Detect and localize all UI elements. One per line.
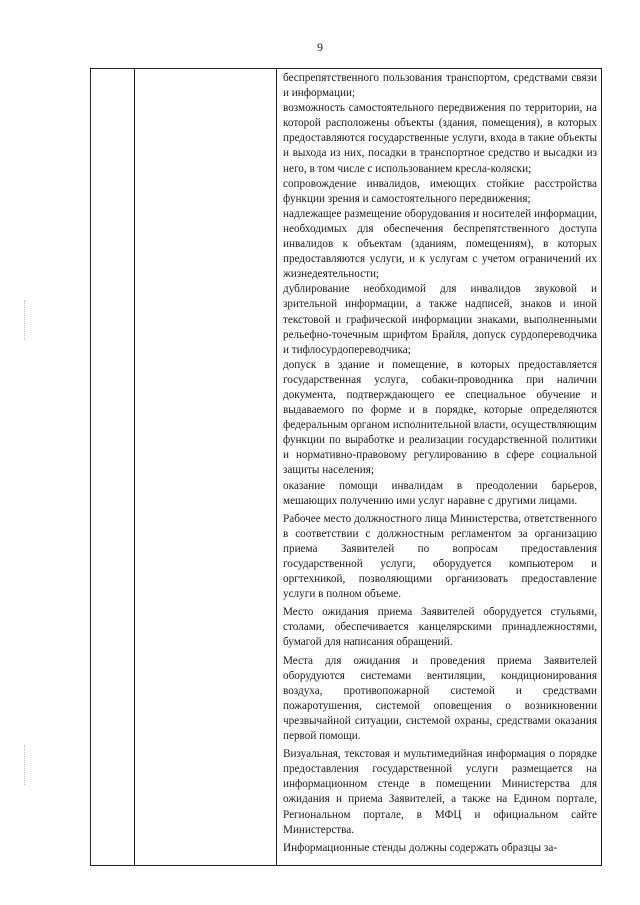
list-item: сопровождение инвалидов, имеющих стойкие расстройства функции зрения и самостоятельного передвижения; [283, 177, 597, 205]
left-margin-mark [24, 300, 25, 340]
list-item: допуск в здание и помещение, в которых предоставляется государственная услуга, собаки-проводника при наличии документа, подтверждающего ее специальное обучение и выдаваемого по форме и в порядке, которые определяются федеральным органом исполнительной власти, осуществляющим функции по выработке и реализации государственной политики и нормативно-правовому регулированию в сфере социальной защиты населения; [283, 358, 597, 477]
information-placement-paragraph: Визуальная, текстовая и мультимедийная информация о порядке предоставления государственной услуги размещается на информационном стенде в помещении Министерства для ожидания и приема Заявителей, а также на Едином портале, Региональном портале, в МФЦ и официальном сайте Министерства. [283, 748, 597, 836]
list-item: дублирование необходимой для инвалидов звуковой и зрительной информации, а также надписей, знаков и иной текстовой и графической информации знаками, выполненными рельефно-точечным шрифтом Брайля, допуск сурдопереводчика и тифлосурдопереводчика; [283, 283, 597, 356]
list-item: надлежащее размещение оборудования и носителей информации, необходимых для обеспечения беспрепятственного доступа инвалидов к объектам (зданиям, помещениям), в которых предоставляются услуги, и к услугам с учетом ограничений их жизнедеятельности; [283, 207, 597, 281]
workplace-paragraph: Рабочее место должностного лица Министерства, ответственного в соответствии с должностным регламентом за организацию приема Заявителей по вопросам предоставления государственной услуги, оборудуется компьютером и оргтехникой, позволяющими организовать предоставление услуги в полном объеме. [283, 512, 597, 601]
page-number: 9 [317, 40, 323, 54]
document-table [90, 68, 602, 866]
table-column-divider [276, 69, 277, 865]
list-item: беспрепятственного пользования транспортом, средствами связи и информации; [283, 72, 597, 100]
waiting-area-paragraph: Место ожидания приема Заявителей оборудуется стульями, столами, обеспечивается канцелярскими принадлежностями, бумагой для написания обращений. [283, 606, 597, 649]
left-margin-mark [24, 745, 25, 785]
information-stands-paragraph: Информационные стенды должны содержать образцы за- [283, 841, 558, 854]
list-item: оказание помощи инвалидам в преодолении барьеров, мешающих получению ими услуг наравне с другими лицами. [283, 479, 597, 507]
table-border-right [601, 69, 602, 865]
requirements-text-cell [283, 71, 597, 857]
table-border-left [90, 69, 91, 865]
list-item: возможность самостоятельного передвижения по территории, на которой расположены объекты (здания, помещения), в которых предоставляются государственные услуги, входа в такие объекты и выхода из них, посадки в транспортное средство и высадки из него, в том числе с использованием кресла-коляски; [283, 102, 597, 175]
reception-area-paragraph: Места для ожидания и проведения приема Заявителей оборудуются системами вентиляции, кондиционирования воздуха, противопожарной системой и средствами пожаротушения, системой оповещения о возникновении чрезвычайной ситуации, системой охраны, средствами оказания первой помощи. [283, 654, 597, 743]
table-column-divider [134, 69, 135, 865]
